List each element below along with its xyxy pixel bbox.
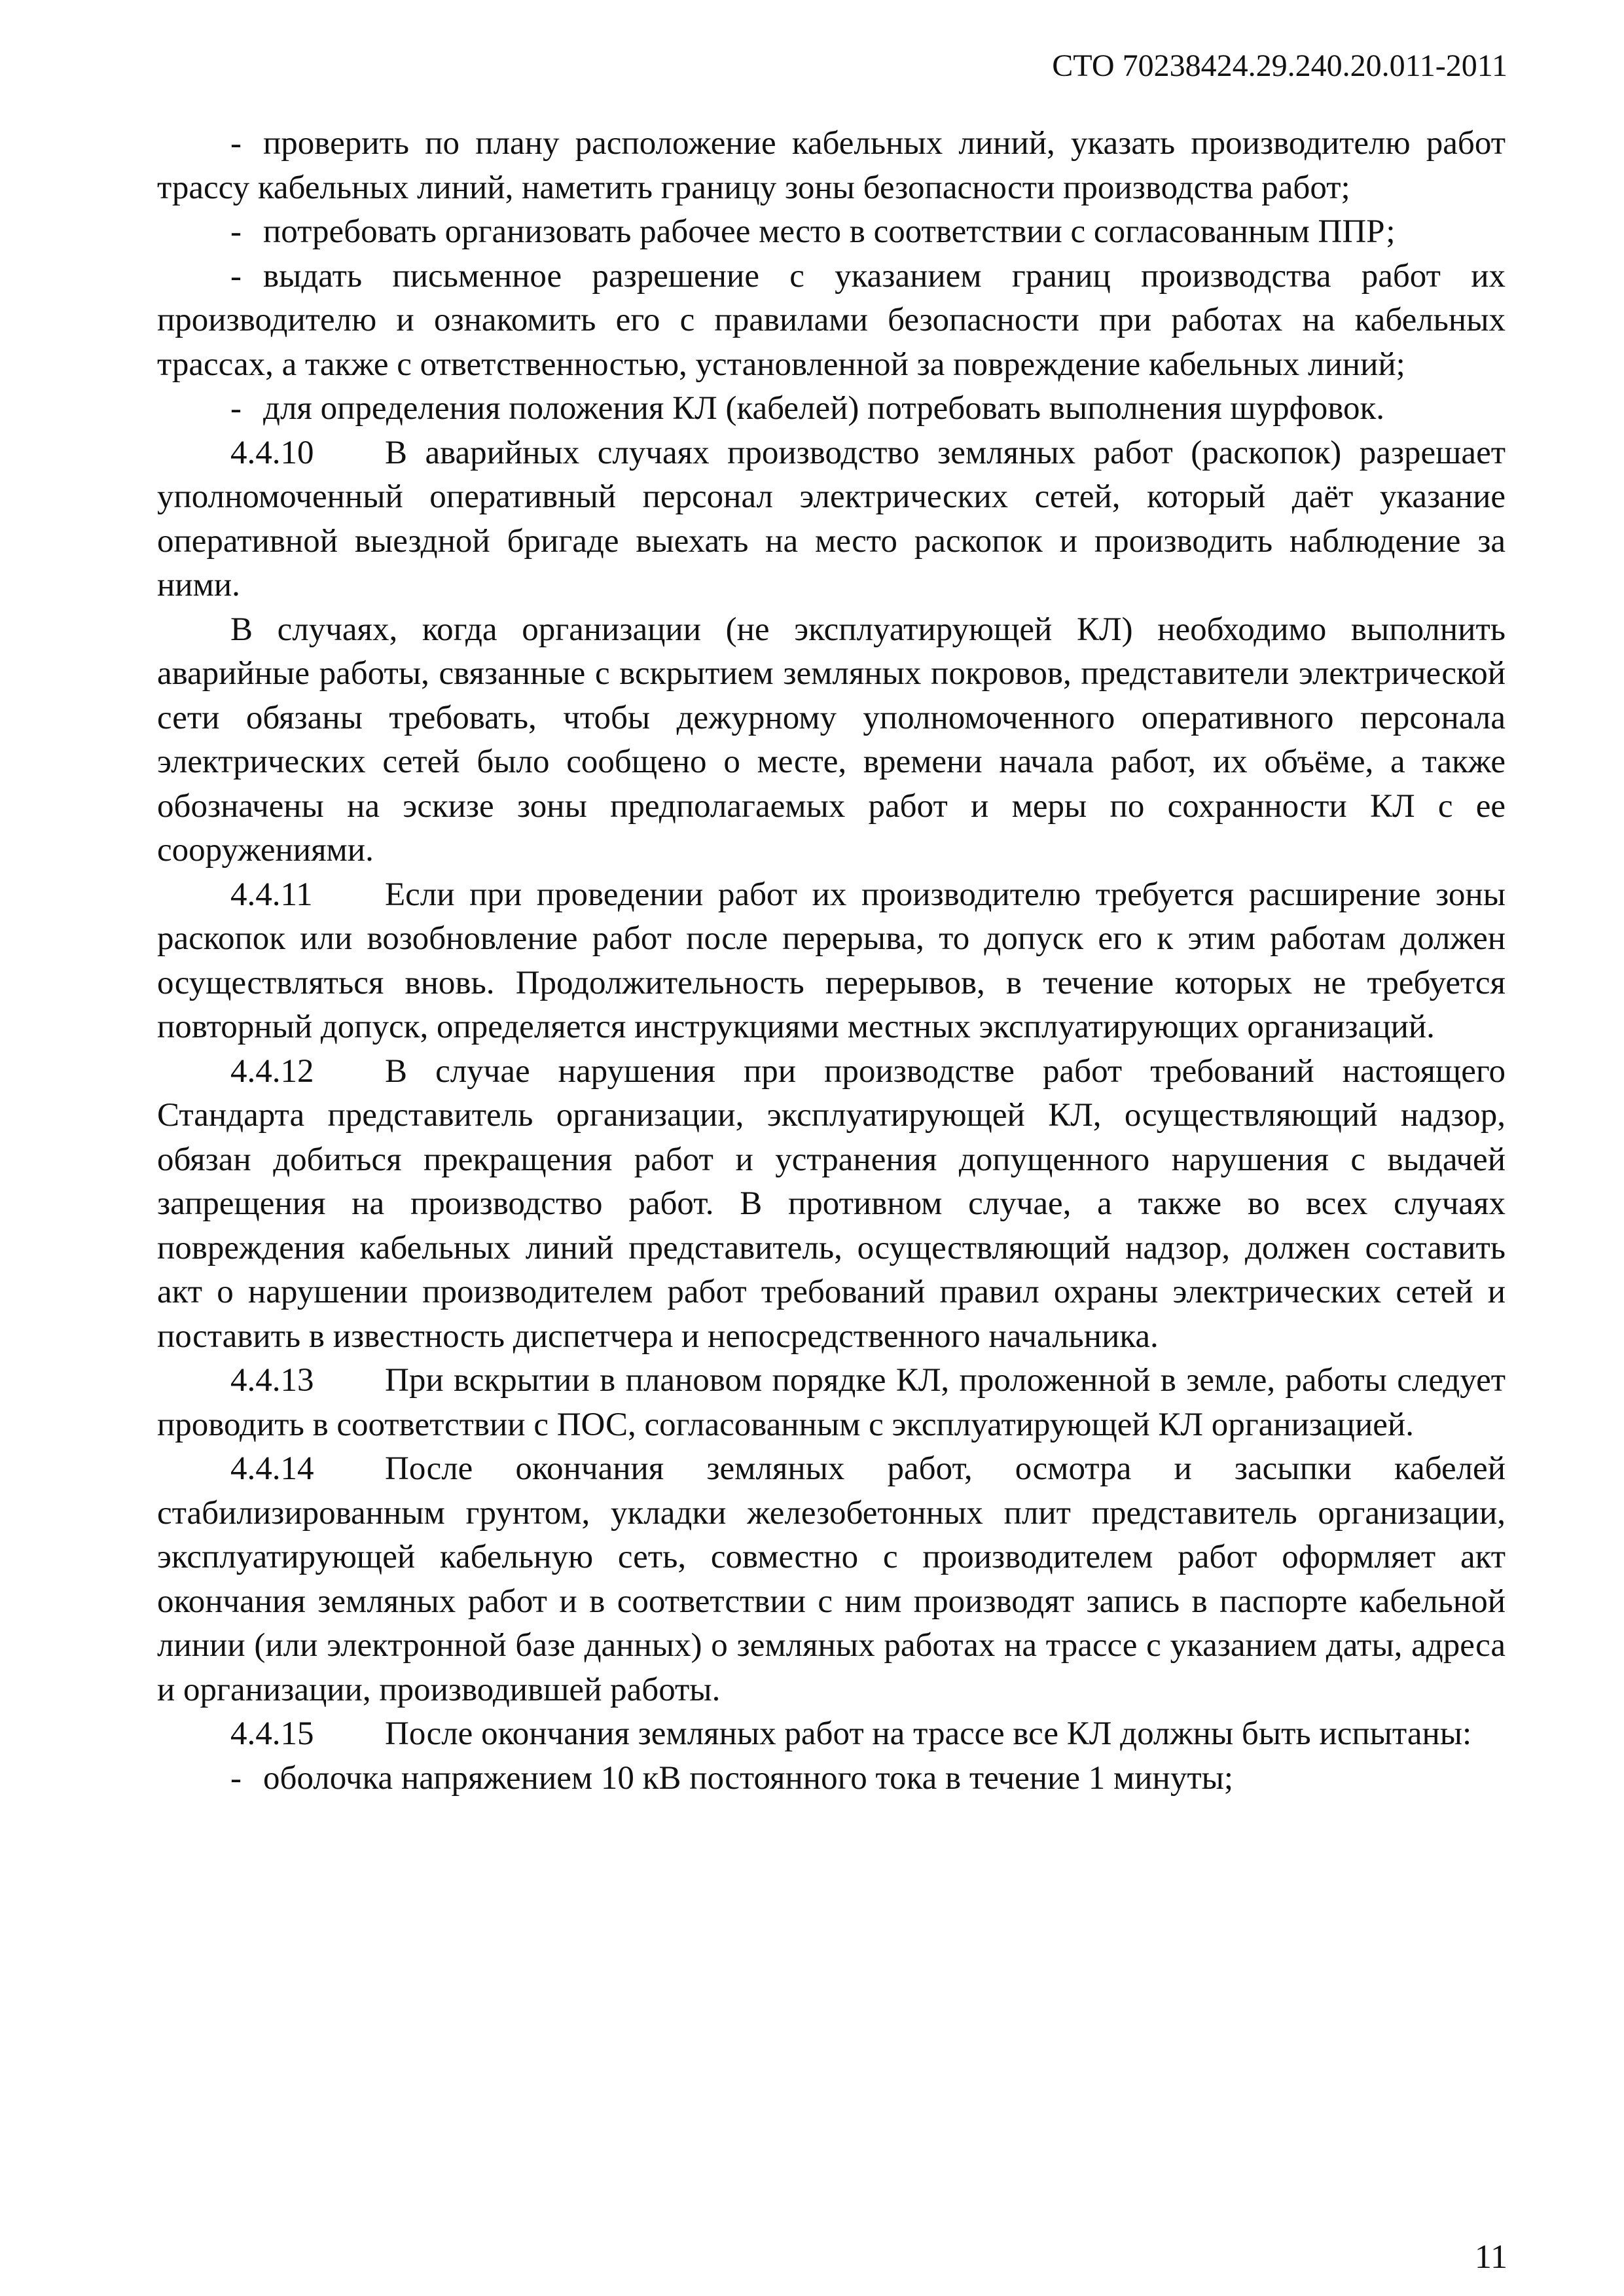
dash-bullet: - [230,213,242,250]
list-item [157,210,1506,255]
dash-bullet: - [230,257,242,295]
paragraph-text: После окончания земляных работ, осмотра и засыпки кабелей стабилизированным грунтом, укладки железобетонных плит представитель организации, эксплуатирующей кабельную сеть, совместно с производителем работ оформляет акт окончания земляных работ и в соответствии с ним производят запись в паспорте кабельной линии (или электронной базе данных) о земляных работах на трассе с указанием даты, адреса и организации, производившей работы. [157,1450,1506,1708]
list-item [157,387,1506,431]
paragraph-text: В аварийных случаях производство земляных работ (раскопок) разрешает уполномоченный оперативный персонал электрических сетей, который даёт указание оперативной выездной бригаде выехать на место раскопок и производить наблюдение за ними. [157,434,1506,603]
dash-bullet: - [230,390,242,427]
clause-number: 4.4.14 [230,1450,314,1487]
paragraph-text: При вскрытии в плановом порядке КЛ, проложенной в земле, работы следует проводить в соответствии с ПОС, согласованным с эксплуатирующей КЛ организацией. [157,1362,1506,1443]
list-item [157,255,1506,387]
clause-number: 4.4.12 [230,1052,314,1090]
list-item [157,1757,1506,1801]
clause-number: 4.4.15 [230,1715,314,1752]
clause-4-4-12 [157,1050,1506,1359]
clause-4-4-13 [157,1359,1506,1447]
paragraph-text: После окончания земляных работ на трассе все КЛ должны быть испытаны: [385,1715,1472,1752]
clause-4-4-14 [157,1447,1506,1712]
clause-number: 4.4.11 [230,876,313,913]
dash-bullet: - [230,125,242,162]
clause-4-4-10 [157,431,1506,608]
list-item [157,122,1506,210]
paragraph-text: В случае нарушения при производстве работ требований настоящего Стандарта представитель организации, эксплуатирующей КЛ, осуществляющий надзор, обязан добиться прекращения работ и устранения допущенного нарушения с выдачей запрещения на производство работ. В противном случае, а также во всех случаях повреждения кабельных линий представитель, осуществляющий надзор, должен составить акт о нарушении производителем работ требований правил охраны электрических сетей и поставить в известность диспетчера и непосредственного начальника. [157,1052,1506,1355]
clause-number: 4.4.10 [230,434,314,471]
page-number: 11 [1474,2238,1507,2276]
document-code-header: СТО 70238424.29.240.20.011-2011 [1052,48,1507,83]
paragraph-text: для определения положения КЛ (кабелей) потребовать выполнения шурфовок. [263,390,1384,427]
paragraph-text: В случаях, когда организации (не эксплуатирующей КЛ) необходимо выполнить аварийные работы, связанные с вскрытием земляных покровов, представители электрической сети обязаны требовать, чтобы дежурному уполномоченного оперативного персонала электрических сетей было сообщено о месте, времени начала работ, их объёме, а также обозначены на эскизе зоны предполагаемых работ и меры по сохранности КЛ с ее сооружениями. [157,611,1506,869]
paragraph-text: оболочка напряжением 10 кВ постоянного тока в течение 1 минуты; [263,1759,1234,1797]
dash-bullet: - [230,1759,242,1797]
clause-number: 4.4.13 [230,1362,314,1399]
document-body [157,122,1506,1801]
paragraph-text: Если при проведении работ их производителю требуется расширение зоны раскопок или возобновление работ после перерыва, то допуск его к этим работам должен осуществляться вновь. Продолжительность перерывов, в течение которых не требуется повторный допуск, определяется инструкциями местных эксплуатирующих организаций. [157,876,1506,1045]
clause-4-4-11 [157,873,1506,1050]
paragraph [157,608,1506,873]
clause-4-4-15 [157,1712,1506,1757]
paragraph-text: проверить по плану расположение кабельных линий, указать производителю работ трассу кабельных линий, наметить границу зоны безопасности производства работ; [157,125,1506,206]
paragraph-text: выдать письменное разрешение с указанием границ производства работ их производителю и ознакомить его с правилами безопасности при работах на кабельных трассах, а также с ответственностью, установленной за повреждение кабельных линий; [157,257,1506,383]
paragraph-text: потребовать организовать рабочее место в соответствии с согласованным ППР; [263,213,1396,250]
